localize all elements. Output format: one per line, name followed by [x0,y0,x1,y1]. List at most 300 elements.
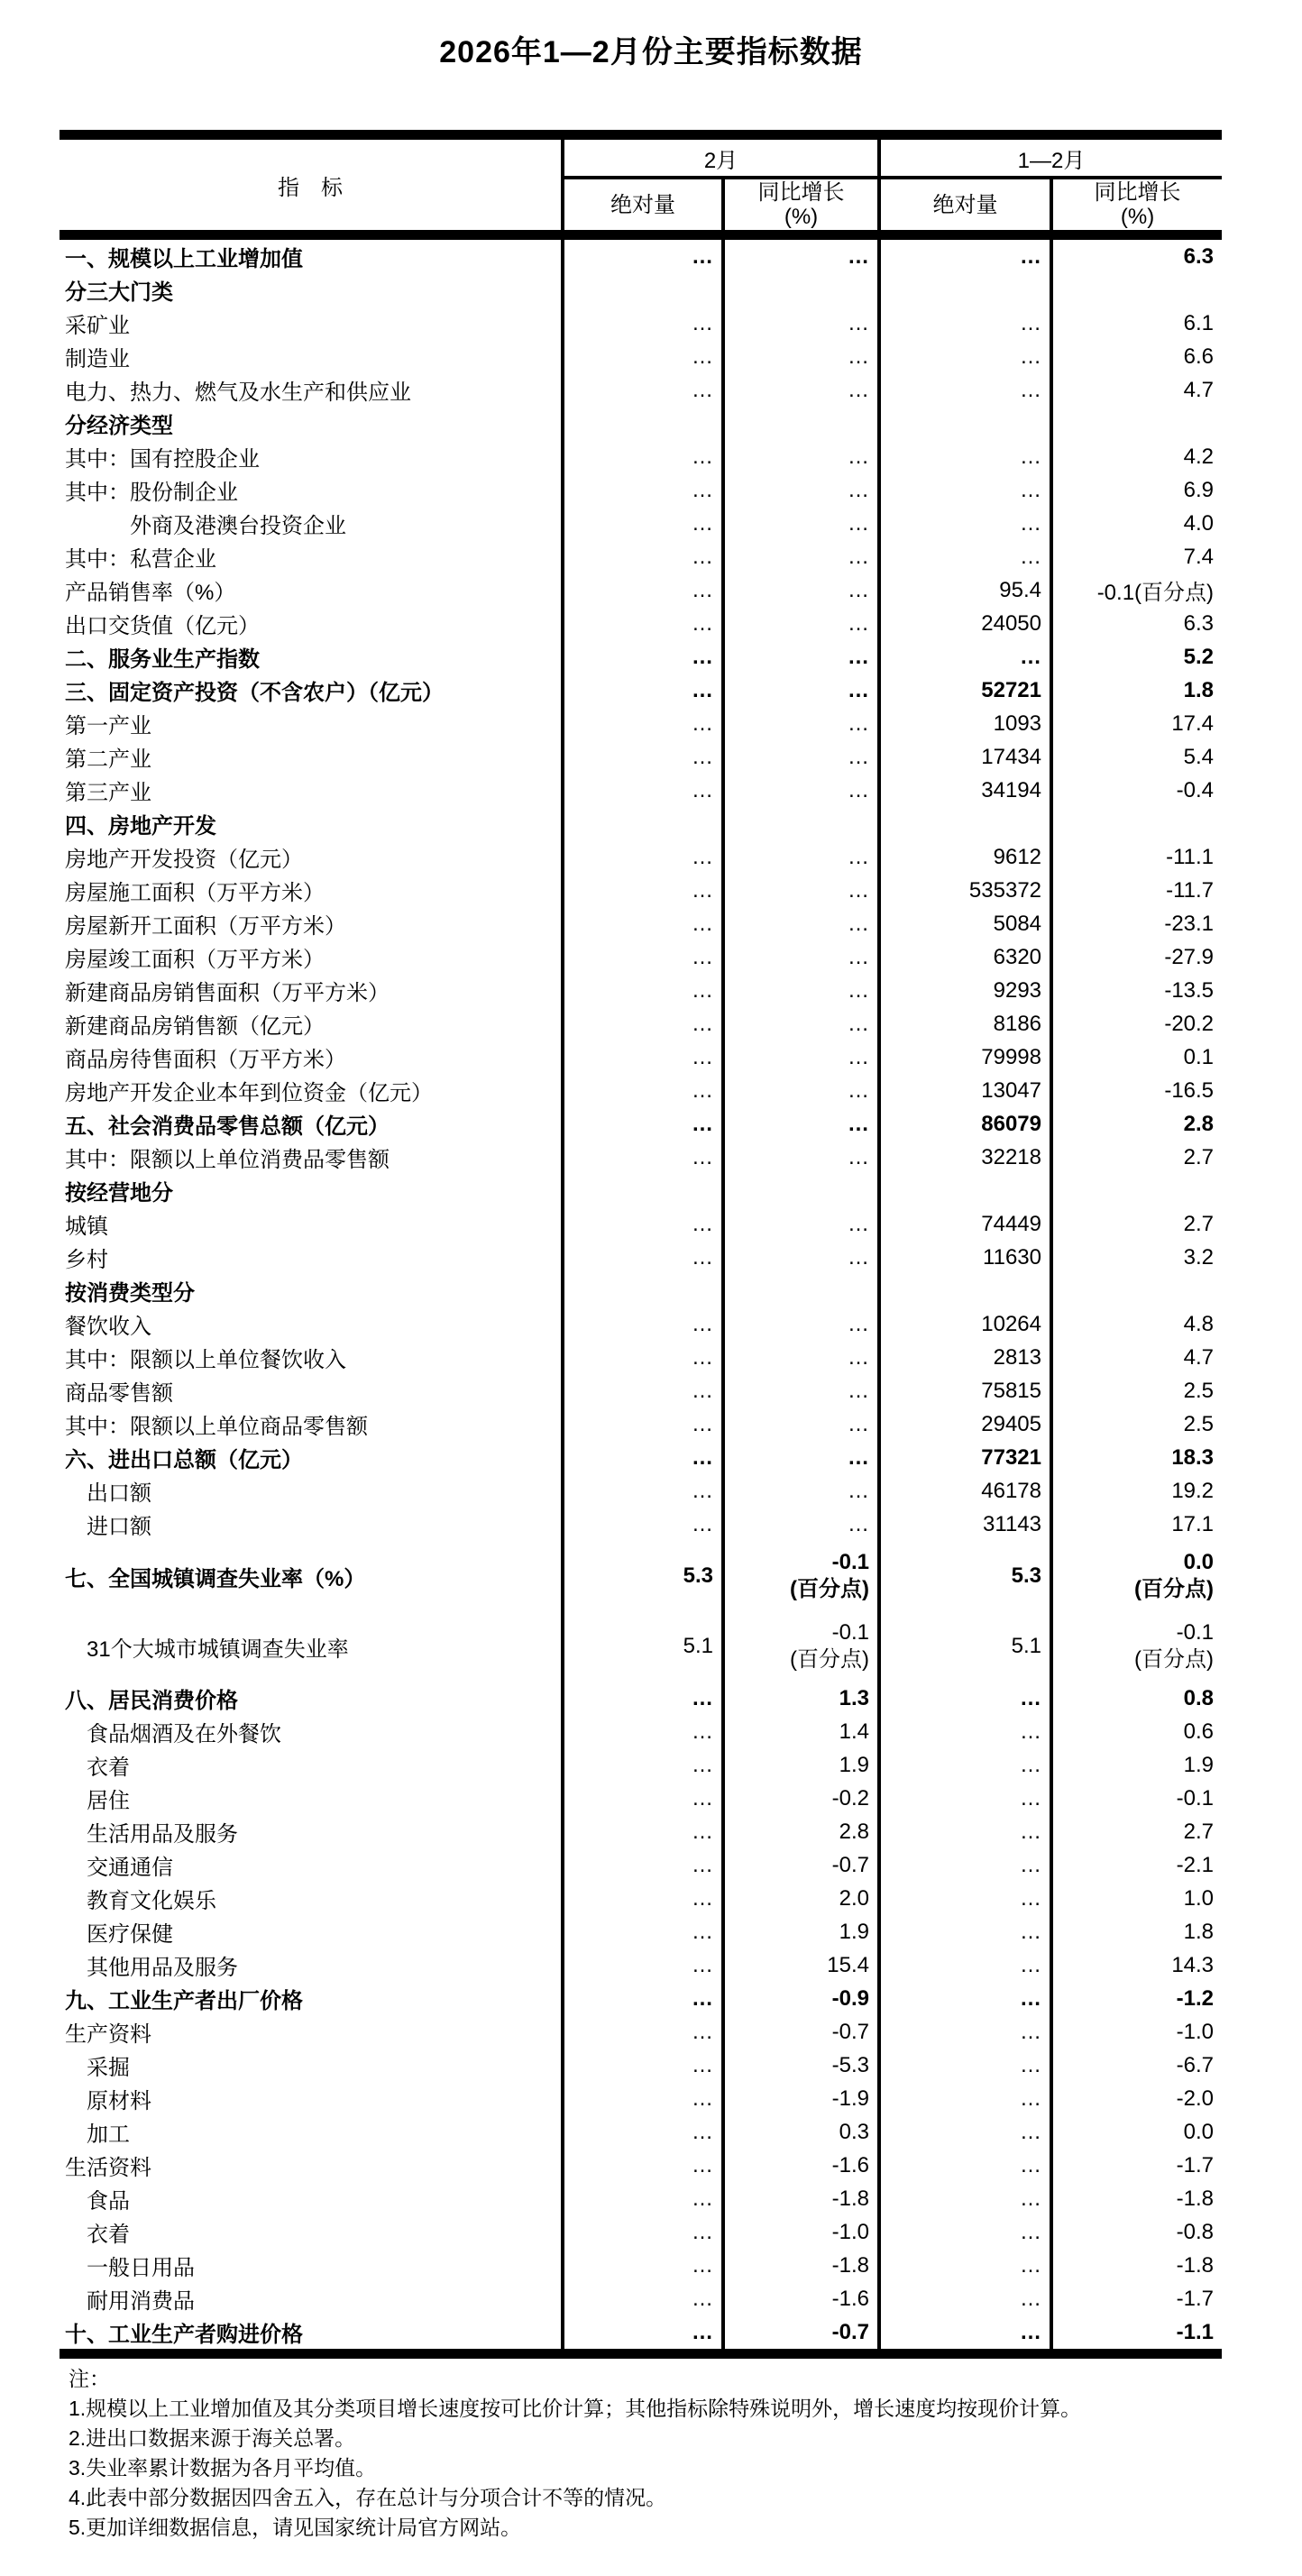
table-row [60,573,1222,607]
indicator-cell: 第三产业 [65,781,151,805]
value-cell: 1.8 [1051,674,1222,707]
indicator-cell: 医疗保健 [87,1922,173,1947]
value-cell: … [723,1441,879,1474]
value-cell: … [563,1915,723,1948]
table-row [60,2049,1222,2082]
note-item: 5.更加详细数据信息，请见国家统计局官方网站。 [69,2516,522,2539]
indicator-cell: 教育文化娱乐 [87,1889,216,1913]
table-body [60,235,1222,2354]
value-cell: -16.5 [1051,1074,1222,1107]
value-cell: 1.9 [1051,1748,1222,1782]
value-cell: … [723,874,879,907]
table-row [60,1307,1222,1341]
table-row [60,940,1222,974]
value-cell: … [723,1374,879,1407]
indicator-cell: 原材料 [87,2089,151,2113]
note-item: 1.规模以上工业增加值及其分类项目增长速度按可比价计算；其他指标除特殊说明外，增长速度均按现价计算。 [69,2397,1082,2420]
notes-heading: 注： [69,2367,110,2390]
value-cell: 6.3 [1051,607,1222,640]
indicator-cell: 其中：私营企业 [65,547,216,572]
indicator-cell: 房屋竣工面积（万平方米） [65,948,325,972]
value-cell: 34194 [879,774,1051,807]
value-cell: 6.3 [1051,235,1222,274]
indicator-cell: 五、社会消费品零售总额（亿元） [65,1114,390,1139]
value-cell: -11.1 [1051,840,1222,874]
value-cell: … [563,874,723,907]
indicator-cell: 进口额 [87,1515,151,1539]
value-cell: … [563,2115,723,2149]
table-row [60,674,1222,707]
value-cell: … [563,2049,723,2082]
value-cell: 0.1 [1051,1040,1222,1074]
indicator-cell: 耐用消费品 [87,2289,195,2314]
value-cell: -0.9 [723,1982,879,2015]
table-row [60,974,1222,1007]
value-cell: … [563,707,723,740]
value-cell [723,1611,879,1682]
indicator-cell: 一般日用品 [87,2256,195,2280]
value-cell: 86079 [879,1107,1051,1141]
value-cell: … [563,540,723,573]
value-cell: 5.1 [563,1611,723,1682]
value-cell: -1.9 [723,2082,879,2115]
value-cell [563,273,723,307]
value-cell: -27.9 [1051,940,1222,974]
value-cell: … [879,1748,1051,1782]
value-cell: … [563,307,723,340]
table-row [60,1682,1222,1715]
value-cell [723,273,879,307]
indicator-cell: 食品烟酒及在外餐饮 [87,1722,281,1746]
indicator-cell: 31个大城市城镇调查失业率 [87,1636,349,1662]
indicator-cell: 四、房地产开发 [65,814,216,839]
growth-label-line1: 同比增长 [1094,180,1181,205]
table-row [60,1715,1222,1748]
value-cell: … [563,235,723,274]
table-row [60,1748,1222,1782]
value-cell: -1.7 [1051,2282,1222,2315]
header-feb: 2月 [563,135,879,179]
value-cell: 13047 [879,1074,1051,1107]
value-cell: 79998 [879,1040,1051,1074]
value-cell: 29405 [879,1407,1051,1441]
value-cell: 32218 [879,1141,1051,1174]
value-cell: … [879,1982,1051,2015]
indicator-cell: 按经营地分 [65,1181,173,1205]
value-cell: … [879,2282,1051,2315]
value-line: -0.1 [831,1550,870,1574]
table-row [60,1474,1222,1508]
value-cell [1051,407,1222,440]
value-cell: -6.7 [1051,2049,1222,2082]
table-row [60,807,1222,840]
value-cell: 31143 [879,1508,1051,1541]
value-cell: 0.8 [1051,1682,1222,1715]
value-cell: … [563,1948,723,1982]
value-cell: … [879,2149,1051,2182]
value-cell: … [879,2115,1051,2149]
value-cell: … [879,473,1051,507]
value-cell: … [563,1307,723,1341]
indicator-cell: 衣着 [87,1756,130,1780]
table-row [60,473,1222,507]
table-row [60,707,1222,740]
value-line: -0.1 [831,1620,870,1645]
value-cell: … [563,2149,723,2182]
value-cell: 2.8 [723,1815,879,1848]
table-row [60,307,1222,340]
indicator-cell: 房地产开发投资（亿元） [65,848,303,872]
value-cell: … [563,674,723,707]
value-line: 0.0 [1183,1550,1215,1574]
table-row [60,1441,1222,1474]
indicator-cell: 新建商品房销售额（亿元） [65,1014,325,1039]
value-cell: 95.4 [879,573,1051,607]
indicator-cell: 交通通信 [87,1856,173,1880]
value-cell: … [879,1848,1051,1882]
value-cell: … [879,340,1051,373]
indicator-cell: 商品零售额 [65,1381,173,1406]
value-cell: … [563,774,723,807]
value-cell: … [723,607,879,640]
value-cell: -1.8 [1051,2249,1222,2282]
value-cell: 2.0 [723,1882,879,1915]
value-cell: 9293 [879,974,1051,1007]
value-cell: 17.1 [1051,1508,1222,1541]
value-cell [1051,1541,1222,1611]
value-cell: … [563,1508,723,1541]
indicator-cell: 房屋新开工面积（万平方米） [65,914,346,939]
value-cell: -1.6 [723,2282,879,2315]
value-cell: … [723,540,879,573]
value-cell: … [879,1682,1051,1715]
value-cell: 1.8 [1051,1915,1222,1948]
value-cell: … [563,1407,723,1441]
value-cell: … [563,607,723,640]
value-cell: 17.4 [1051,707,1222,740]
value-cell: 5.2 [1051,640,1222,674]
value-cell: … [563,1007,723,1040]
table-row [60,2282,1222,2315]
value-cell: 2.7 [1051,1207,1222,1241]
value-cell: 6.1 [1051,307,1222,340]
indicator-cell: 二、服务业生产指数 [65,647,260,672]
value-cell: 9612 [879,840,1051,874]
value-cell: 2.7 [1051,1141,1222,1174]
value-cell: 1093 [879,707,1051,740]
table-row [60,2249,1222,2282]
value-cell: 2813 [879,1341,1051,1374]
value-cell: 6.9 [1051,473,1222,507]
value-cell [879,273,1051,307]
note-item: 4.此表中部分数据因四舍五入，存在总计与分项合计不等的情况。 [69,2486,667,2509]
table-row [60,1508,1222,1541]
value-cell: 2.7 [1051,1815,1222,1848]
value-cell: … [563,573,723,607]
value-cell: … [723,774,879,807]
value-cell: -13.5 [1051,974,1222,1007]
value-cell: … [723,1141,879,1174]
value-cell: -2.1 [1051,1848,1222,1882]
table-row [60,907,1222,940]
table-row [60,1948,1222,1982]
table-row [60,874,1222,907]
value-cell: … [723,373,879,407]
value-cell: … [563,2182,723,2215]
value-cell: … [723,1107,879,1141]
indicator-cell: 九、工业生产者出厂价格 [65,1989,303,2013]
header-indicator: 指 标 [278,175,343,200]
table-row [60,2182,1222,2215]
table-row [60,2149,1222,2182]
indicator-cell: 加工 [87,2122,130,2147]
value-cell: -1.0 [723,2215,879,2249]
value-cell: -1.8 [723,2249,879,2282]
value-cell: … [723,340,879,373]
value-cell: 18.3 [1051,1441,1222,1474]
table-row [60,1107,1222,1141]
value-cell: 19.2 [1051,1474,1222,1508]
indicator-cell: 分经济类型 [65,414,173,438]
value-cell: -1.2 [1051,1982,1222,2015]
value-cell: 24050 [879,607,1051,640]
value-cell: … [879,373,1051,407]
value-cell: … [563,1074,723,1107]
value-cell: … [563,1882,723,1915]
table-row [60,1848,1222,1882]
indicator-cell: 新建商品房销售面积（万平方米） [65,981,390,1005]
value-cell: -1.1 [1051,2315,1222,2354]
value-cell: … [879,1915,1051,1948]
value-cell: … [723,440,879,473]
value-cell: … [723,1407,879,1441]
header-janfeb-absolute: 绝对量 [879,178,1051,235]
indicator-cell: 其中：限额以上单位商品零售额 [65,1415,368,1439]
table-row [60,2315,1222,2354]
value-cell: … [563,1441,723,1474]
indicator-cell: 其中：股份制企业 [65,481,238,505]
indicator-cell: 居住 [87,1789,130,1813]
value-cell [723,1274,879,1307]
indicator-cell: 外商及港澳台投资企业 [130,514,346,538]
growth-label-line1: 同比增长 [757,180,845,205]
value-cell: -23.1 [1051,907,1222,940]
value-cell: … [563,1748,723,1782]
value-cell: 5.4 [1051,740,1222,774]
value-cell: … [879,2082,1051,2115]
value-cell: 3.2 [1051,1241,1222,1274]
value-cell: 2.8 [1051,1107,1222,1141]
table-row [60,1074,1222,1107]
indicator-cell: 其中：限额以上单位餐饮收入 [65,1348,346,1372]
indicator-cell: 出口交货值（亿元） [65,614,260,638]
value-cell [879,1274,1051,1307]
value-cell: … [723,1074,879,1107]
value-cell: 5.3 [563,1541,723,1611]
value-cell: … [879,235,1051,274]
indicator-cell: 按消费类型分 [65,1281,195,1306]
value-cell: … [563,1715,723,1748]
value-cell: 6.6 [1051,340,1222,373]
table-row [60,2115,1222,2149]
indicator-cell: 乡村 [65,1248,108,1272]
value-cell: … [723,1307,879,1341]
indicator-cell: 其中：国有控股企业 [65,447,260,472]
table-row [60,340,1222,373]
value-cell: … [563,1848,723,1882]
value-cell: 5.3 [879,1541,1051,1611]
indicator-cell: 其中：限额以上单位消费品零售额 [65,1148,390,1172]
indicator-cell: 生产资料 [65,2022,151,2047]
value-cell: … [879,2049,1051,2082]
value-cell [563,807,723,840]
table-row [60,1915,1222,1948]
header-janfeb-growth [1051,178,1222,235]
indicator-cell: 第一产业 [65,714,151,738]
value-cell: … [563,340,723,373]
value-cell: … [723,1341,879,1374]
value-cell: 1.3 [723,1682,879,1715]
value-cell: 52721 [879,674,1051,707]
value-cell: … [723,974,879,1007]
value-cell: -0.7 [723,2015,879,2049]
value-cell [723,1541,879,1611]
value-cell: 14.3 [1051,1948,1222,1982]
indicator-cell: 采掘 [87,2056,130,2080]
value-cell: 535372 [879,874,1051,907]
value-cell: -1.8 [723,2182,879,2215]
value-cell: 1.9 [723,1748,879,1782]
indicator-cell: 房屋施工面积（万平方米） [65,881,325,905]
note-item: 2.进出口数据来源于海关总署。 [69,2426,356,2450]
table-row [60,640,1222,674]
value-cell: … [563,1107,723,1141]
table-row [60,1341,1222,1374]
table-row [60,1374,1222,1407]
value-cell [1051,1174,1222,1207]
indicator-cell: 商品房待售面积（万平方米） [65,1048,346,1072]
value-cell: … [563,2315,723,2354]
table-row [60,1141,1222,1174]
indicator-cell: 生活用品及服务 [87,1822,238,1847]
value-cell: -0.1 [1051,1782,1222,1815]
value-cell: -1.0 [1051,2015,1222,2049]
table-row [60,1782,1222,1815]
value-cell: 6320 [879,940,1051,974]
indicator-cell: 六、进出口总额（亿元） [65,1448,303,1472]
indicator-cell: 衣着 [87,2223,130,2247]
growth-label-line2: (%) [1120,205,1155,229]
header-feb-growth [723,178,879,235]
value-cell: … [563,1374,723,1407]
value-cell: … [723,907,879,940]
table-row [60,1207,1222,1241]
value-cell: … [879,2182,1051,2215]
value-cell: -0.2 [723,1782,879,1815]
value-cell: … [563,2082,723,2115]
value-cell: … [563,840,723,874]
value-cell: … [879,2315,1051,2354]
header-jan-feb: 1—2月 [879,135,1222,179]
value-cell: 5.1 [879,1611,1051,1682]
value-cell: … [723,1040,879,1074]
value-cell: … [563,1782,723,1815]
value-line: (百分点) [1134,1647,1215,1672]
value-cell: 0.6 [1051,1715,1222,1748]
indicator-cell: 第二产业 [65,747,151,772]
indicator-cell: 其他用品及服务 [87,1956,238,1980]
value-cell: … [563,2282,723,2315]
value-cell: 4.7 [1051,1341,1222,1374]
value-cell: … [563,440,723,473]
value-cell: 74449 [879,1207,1051,1241]
value-cell: 7.4 [1051,540,1222,573]
table-row [60,1174,1222,1207]
value-line: -0.1 [1176,1620,1215,1645]
indicator-cell: 食品 [87,2189,130,2214]
value-cell: 4.2 [1051,440,1222,473]
table-row [60,2215,1222,2249]
value-cell: … [879,1782,1051,1815]
value-cell: 15.4 [723,1948,879,1982]
table-row [60,607,1222,640]
value-cell: 4.0 [1051,507,1222,540]
value-cell: … [563,1040,723,1074]
value-cell: … [879,2215,1051,2249]
table-row [60,1541,1222,1611]
value-cell: … [563,740,723,774]
value-cell: … [563,1141,723,1174]
value-cell: … [879,540,1051,573]
value-cell: 4.7 [1051,373,1222,407]
value-cell: 1.0 [1051,1882,1222,1915]
table-row [60,1611,1222,1682]
table-row [60,1815,1222,1848]
value-cell: … [879,1882,1051,1915]
value-cell: -0.1(百分点) [1051,573,1222,607]
indicator-cell: 电力、热力、燃气及水生产和供应业 [65,380,411,405]
indicator-cell: 制造业 [65,347,130,371]
table-row [60,373,1222,407]
value-cell: … [723,940,879,974]
value-cell: 1.4 [723,1715,879,1748]
value-cell: … [723,307,879,340]
value-cell [1051,1611,1222,1682]
table-row [60,1007,1222,1040]
value-cell: … [879,307,1051,340]
indicator-cell: 分三大门类 [65,280,173,305]
value-cell [723,407,879,440]
table-row [60,2082,1222,2115]
value-cell: -0.8 [1051,2215,1222,2249]
table-row [60,273,1222,307]
table-row [60,1241,1222,1274]
value-cell: … [879,1815,1051,1848]
value-cell: … [563,940,723,974]
value-cell: -11.7 [1051,874,1222,907]
value-cell: … [723,473,879,507]
value-cell: … [563,507,723,540]
value-cell: -0.4 [1051,774,1222,807]
indicator-cell: 产品销售率（%） [65,581,236,605]
indicator-table [60,130,1222,2359]
table-row [60,774,1222,807]
indicator-cell: 生活资料 [65,2156,151,2180]
value-cell [879,1174,1051,1207]
value-cell: 1.9 [723,1915,879,1948]
header-row-period [60,135,1222,179]
indicator-cell: 十、工业生产者购进价格 [65,2323,303,2347]
